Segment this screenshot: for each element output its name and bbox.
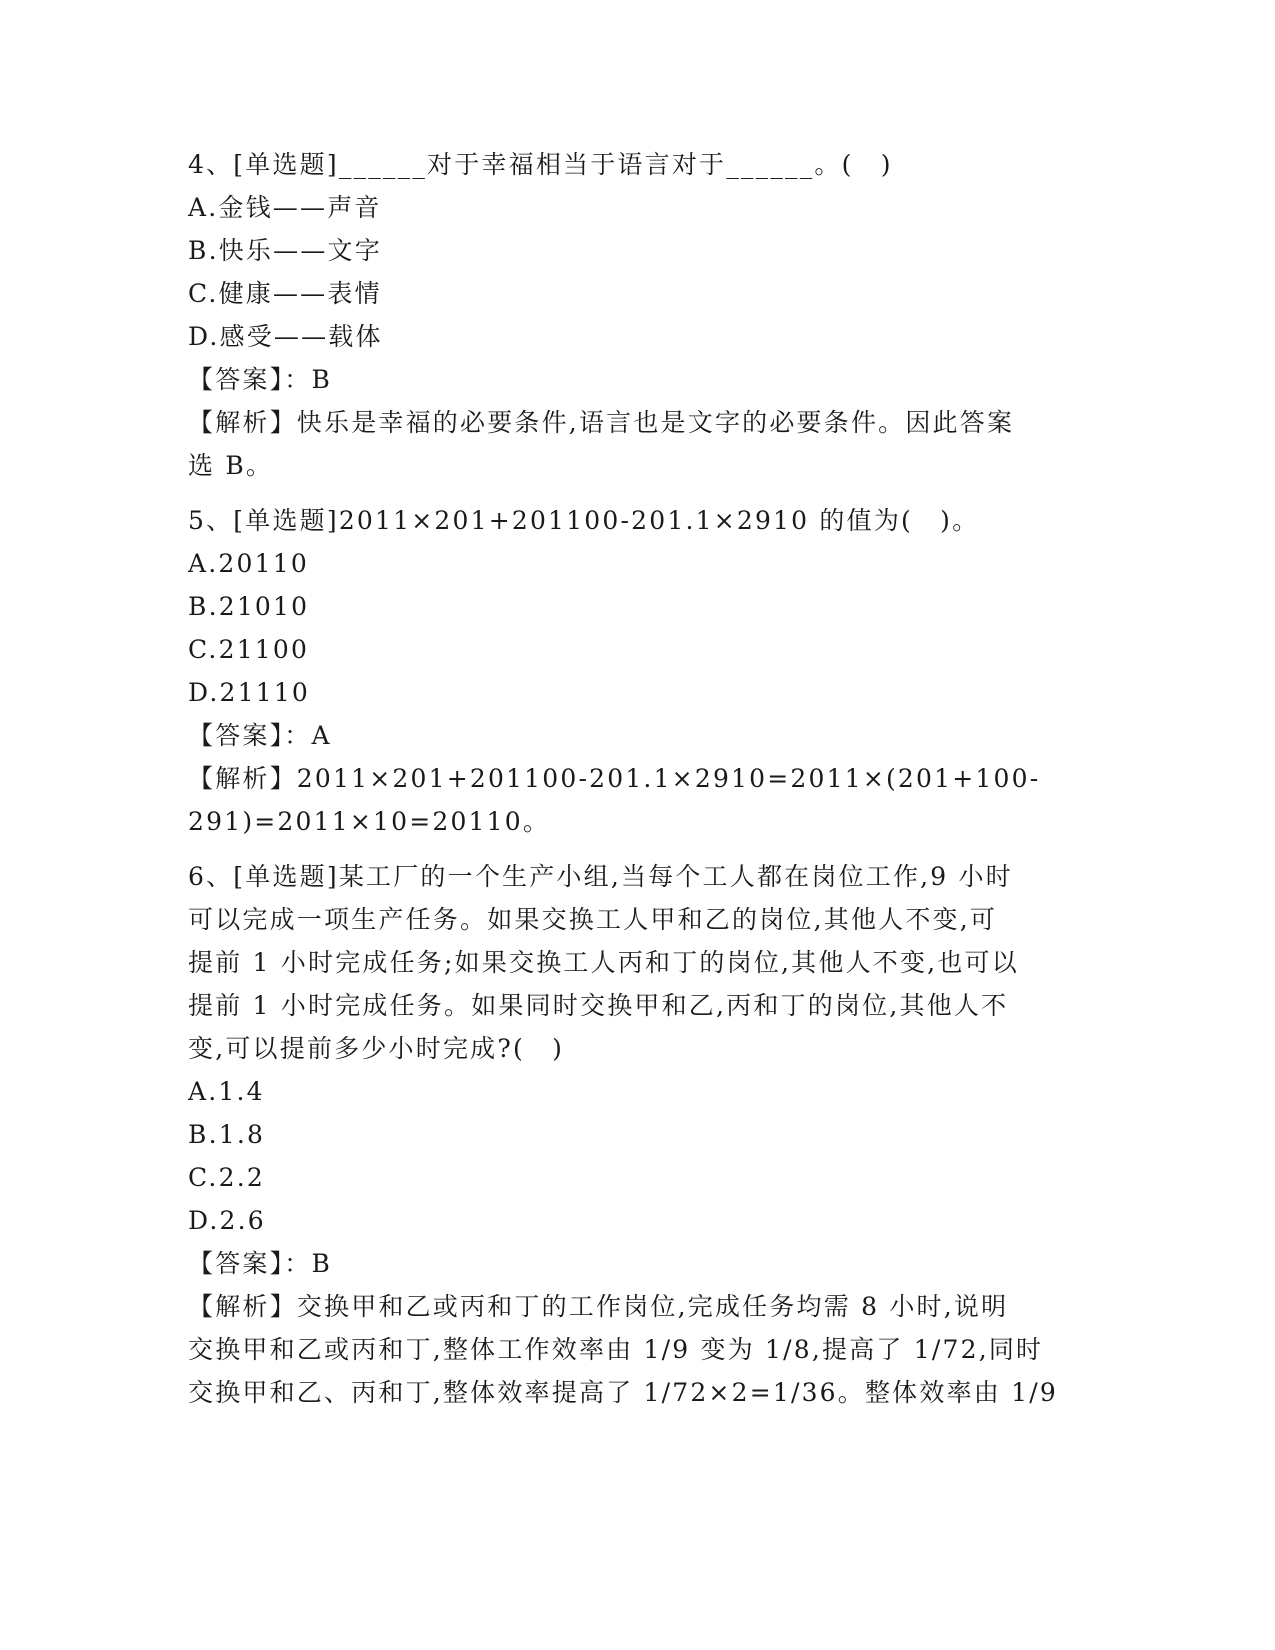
- option-d: D.感受——载体: [188, 322, 383, 351]
- option-a: A.金钱——声音: [188, 193, 382, 222]
- analysis-line: 交换甲和乙、丙和丁,整体效率提高了 1/72×2=1/36。整体效率由 1/9: [188, 1378, 1058, 1407]
- analysis-line: 291)=2011×10=20110。: [188, 807, 551, 836]
- question-stem: 4、[单选题]______对于幸福相当于语言对于______。( ): [188, 150, 893, 179]
- option-c: C.2.2: [188, 1163, 265, 1192]
- analysis-line: 【解析】交换甲和乙或丙和丁的工作岗位,完成任务均需 8 小时,说明: [188, 1292, 1009, 1321]
- option-a: A.20110: [188, 549, 309, 578]
- analysis-line: 交换甲和乙或丙和丁,整体工作效率由 1/9 变为 1/8,提高了 1/72,同时: [188, 1335, 1044, 1364]
- answer-line: 【答案】：B: [188, 1249, 333, 1278]
- option-a: A.1.4: [188, 1077, 265, 1106]
- question-6: [188, 855, 1068, 1414]
- answer-line: 【答案】：B: [188, 365, 333, 394]
- option-b: B.21010: [188, 592, 310, 621]
- option-b: B.1.8: [188, 1120, 266, 1149]
- option-d: D.21110: [188, 678, 311, 707]
- option-c: C.21100: [188, 635, 310, 664]
- document-page: [188, 143, 1068, 1414]
- analysis-line: 【解析】2011×201+201100-201.1×2910=2011×(201+100-: [188, 764, 1041, 793]
- question-stem: 5、[单选题]2011×201+201100-201.1×2910 的值为( )。: [188, 506, 980, 535]
- question-stem: 提前 1 小时完成任务。如果同时交换甲和乙,丙和丁的岗位,其他人不: [188, 991, 1009, 1020]
- question-stem: 提前 1 小时完成任务;如果交换工人丙和丁的岗位,其他人不变,也可以: [188, 948, 1019, 977]
- analysis-line: 【解析】快乐是幸福的必要条件,语言也是文字的必要条件。因此答案: [188, 408, 1015, 437]
- question-stem: 变,可以提前多少小时完成?( ): [188, 1034, 565, 1063]
- analysis-line: 选 B。: [188, 451, 274, 480]
- question-5: [188, 499, 1068, 843]
- option-c: C.健康——表情: [188, 279, 382, 308]
- option-b: B.快乐——文字: [188, 236, 382, 265]
- question-stem: 6、[单选题]某工厂的一个生产小组,当每个工人都在岗位工作,9 小时: [188, 862, 1013, 891]
- answer-line: 【答案】：A: [188, 721, 332, 750]
- question-4: [188, 143, 1068, 487]
- question-stem: 可以完成一项生产任务。如果交换工人甲和乙的岗位,其他人不变,可: [188, 905, 998, 934]
- option-d: D.2.6: [188, 1206, 266, 1235]
